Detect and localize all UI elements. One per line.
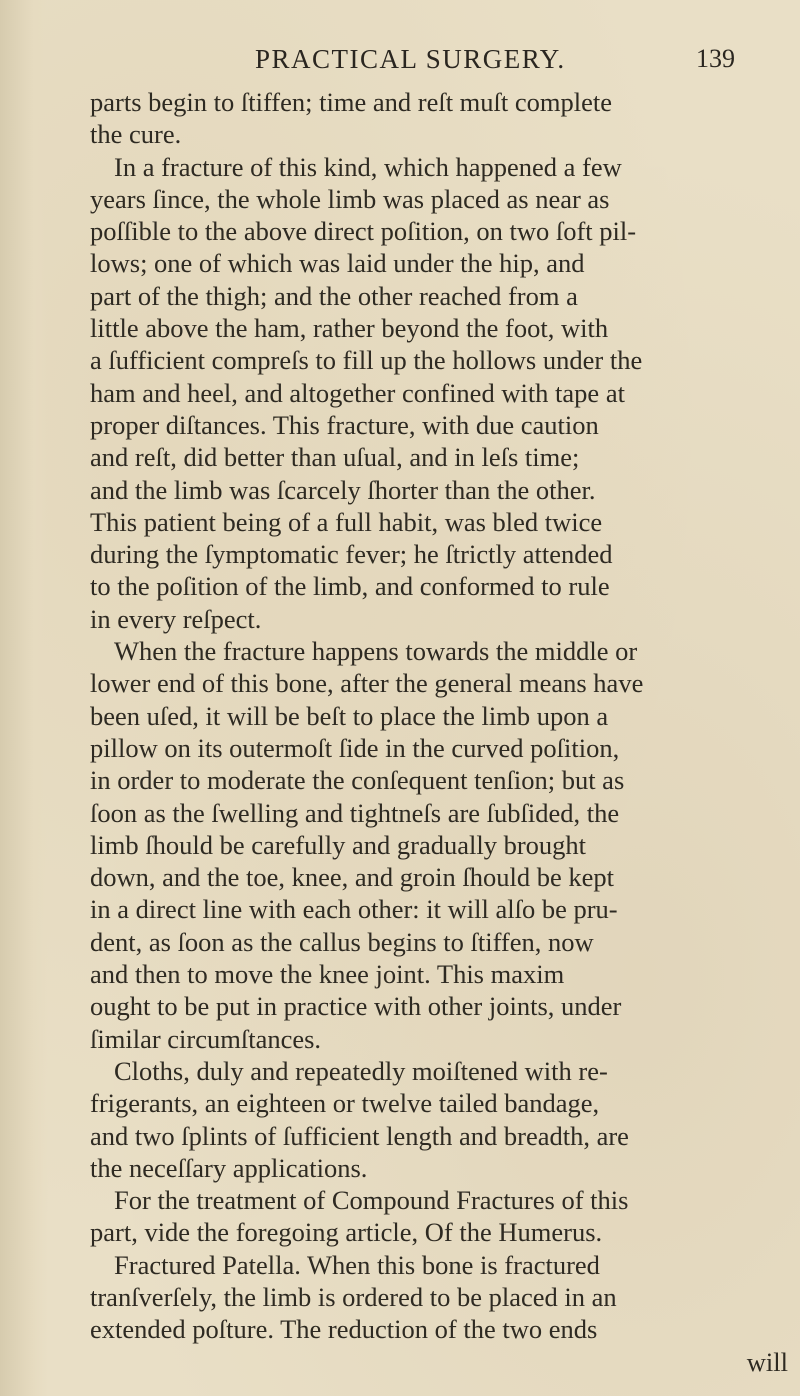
text-line: Fractured Patella. When this bone is fractured: [114, 1249, 600, 1280]
text-line: a ſufficient compreſs to fill up the hollows under the: [90, 345, 643, 376]
text-line: in order to moderate the conſequent tenſion; but as: [90, 765, 625, 796]
text-line: pillow on its outermoſt ſide in the curved poſition,: [90, 732, 620, 763]
text-line: the neceſſary applications.: [90, 1152, 368, 1183]
text-line: ſoon as the ſwelling and tightneſs are ſubſided, the: [90, 797, 620, 828]
text-line: parts begin to ſtiffen; time and reſt muſt complete: [90, 87, 613, 117]
text-line: and reſt, did better than uſual, and in leſs time;: [90, 442, 580, 473]
text-line: years ſince, the whole limb was placed as near as: [90, 183, 610, 214]
text-line: frigerants, an eighteen or twelve tailed bandage,: [90, 1088, 600, 1119]
text-line: during the ſymptomatic fever; he ſtrictly attended: [90, 539, 613, 570]
text-line: dent, as ſoon as the callus begins to ſtiffen, now: [90, 926, 594, 957]
text-line: poſſible to the above direct poſition, on two ſoft pil-: [90, 216, 637, 247]
page-gutter-shadow: [0, 0, 48, 1396]
text-line: proper diſtances. This fracture, with due caution: [90, 409, 599, 440]
body-text: [90, 86, 794, 1378]
text-line: ſimilar circumſtances.: [90, 1023, 322, 1054]
text-line: little above the ham, rather beyond the foot, with: [90, 313, 609, 344]
text-line: part of the thigh; and the other reached from a: [90, 280, 578, 311]
text-line: In a fracture of this kind, which happened a few: [114, 151, 622, 182]
text-line: ham and heel, and altogether confined with tape at: [90, 377, 625, 408]
text-line: This patient being of a full habit, was bled twice: [90, 506, 603, 537]
text-line: lower end of this bone, after the general means have: [90, 668, 644, 699]
text-line: been uſed, it will be beſt to place the limb upon a: [90, 700, 609, 731]
text-line: lows; one of which was laid under the hip, and: [90, 248, 585, 279]
text-line: in every reſpect.: [90, 603, 262, 634]
text-line: down, and the toe, knee, and groin ſhould be kept: [90, 862, 614, 893]
text-line: part, vide the foregoing article, Of the Humerus.: [90, 1217, 603, 1248]
text-line: tranſverſely, the limb is ordered to be placed in an: [90, 1281, 617, 1312]
page-number: 139: [696, 44, 735, 73]
text-line: For the treatment of Compound Fractures of this: [114, 1185, 629, 1216]
running-head: PRACTICAL SURGERY.: [255, 44, 566, 74]
text-line: and the limb was ſcarcely ſhorter than the other.: [90, 474, 596, 505]
text-line: and two ſplints of ſufficient length and breadth, are: [90, 1120, 629, 1151]
page-header: [255, 44, 735, 78]
text-line: and then to move the knee joint. This maxim: [90, 959, 565, 990]
text-line: the cure.: [90, 119, 182, 150]
catchword: will: [746, 1346, 788, 1377]
text-line: limb ſhould be carefully and gradually brought: [90, 829, 587, 860]
text-line: Cloths, duly and repeatedly moiſtened with re-: [114, 1055, 608, 1086]
text-line: in a direct line with each other: it will alſo be pru-: [90, 894, 618, 925]
text-line: extended poſture. The reduction of the two ends: [90, 1314, 598, 1345]
text-line: to the poſition of the limb, and conformed to rule: [90, 571, 610, 602]
text-line: When the fracture happens towards the middle or: [114, 636, 638, 667]
text-line: ought to be put in practice with other joints, under: [90, 991, 622, 1022]
